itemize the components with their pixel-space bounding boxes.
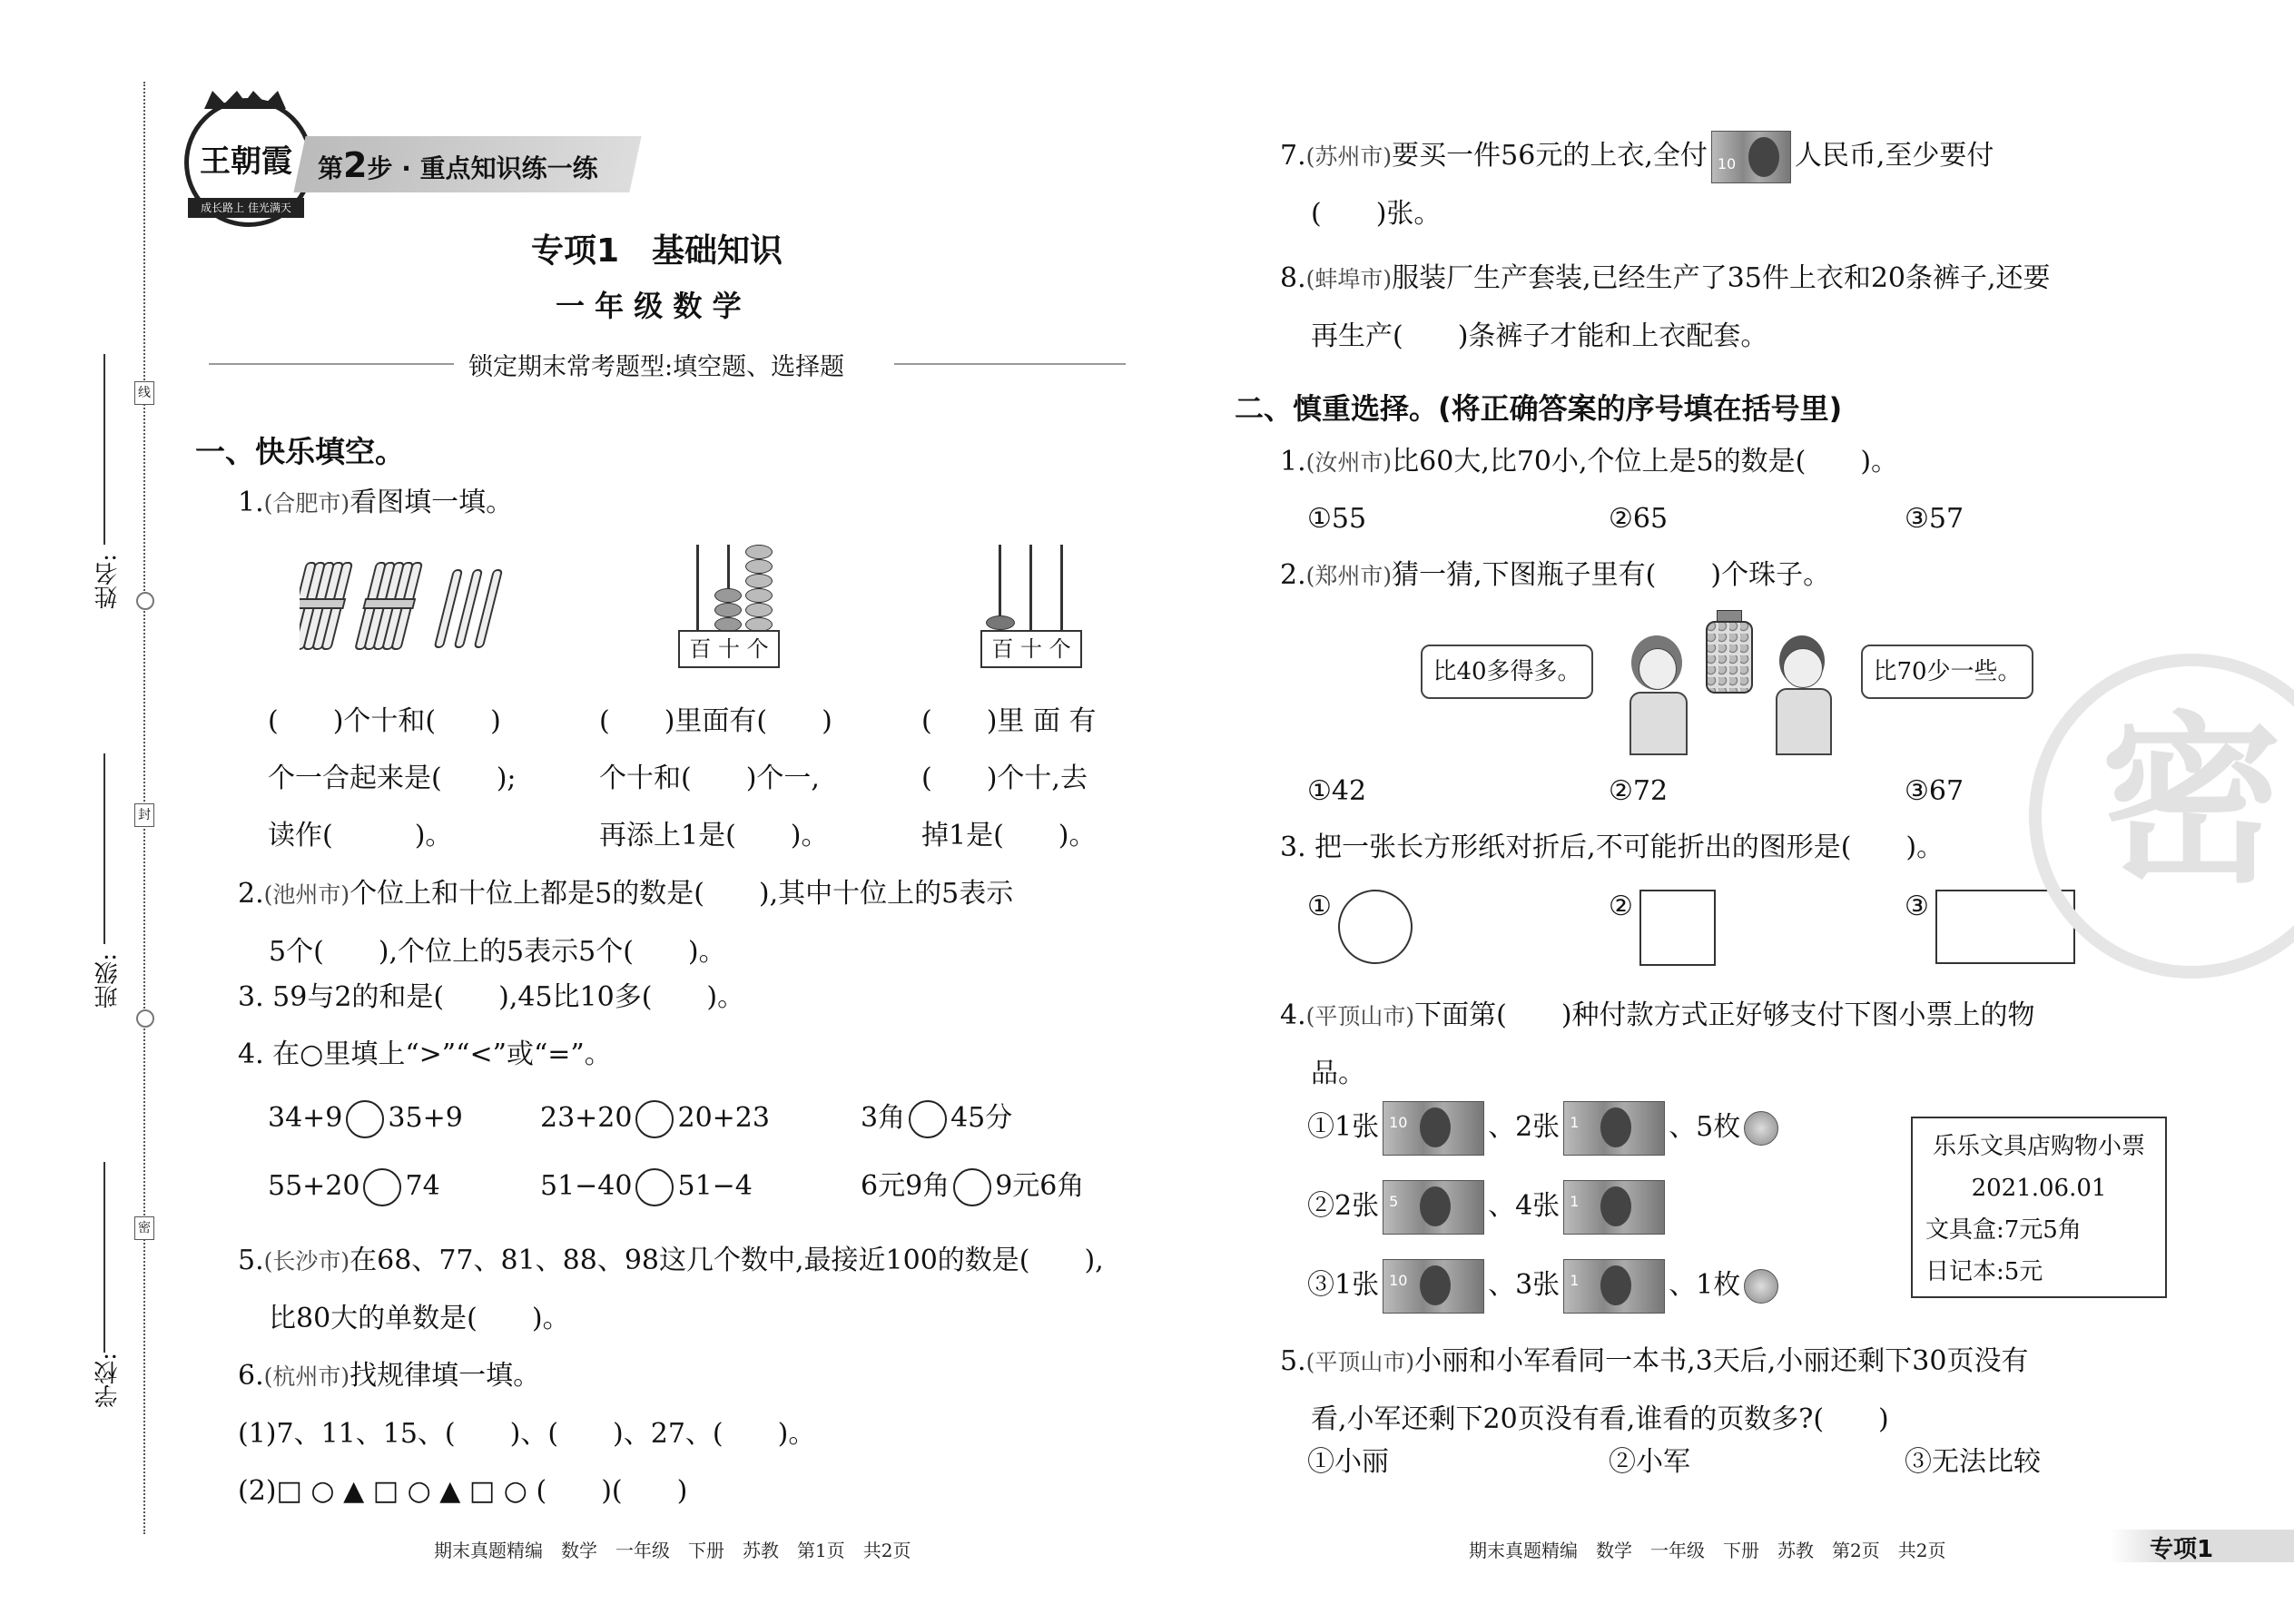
q1-col2: ( )里面有( ) 个十和( )个一, 再添上1是( )。 [599, 705, 832, 851]
stick-bundles-figure [300, 554, 536, 654]
q1-col3: ( )里 面 有 ( )个十,去 掉1是( )。 [921, 705, 1097, 851]
s2-q3: 3. 把一张长方形纸对折后,不可能折出的图形是( )。 [1280, 832, 1944, 863]
q4-compare-row2: 6元9角 9元6角 [861, 1168, 1084, 1206]
s2-q3-opt-a[interactable]: ① [1307, 891, 1332, 922]
page-subtitle: 一 年 级 数 学 [556, 289, 742, 323]
page-title: 专项1 基础知识 [531, 232, 783, 270]
q5: 5.(长沙市)在68、77、81、88、98这几个数中,最接近100的数是( ), 比80大的单数是( )。 [238, 1245, 1104, 1334]
q4-compare-row2: 55+20 74 [268, 1168, 440, 1206]
s2-q4-opt-b[interactable]: ②2张 5 、4张 1 [1307, 1180, 1669, 1235]
bead-jar-icon [1704, 610, 1753, 692]
compare-blank[interactable] [363, 1168, 401, 1206]
receipt-title: 乐乐文具店购物小票 [1932, 1133, 2145, 1160]
abacus-label: 百 十 个 [678, 630, 780, 668]
q2: 2.(池州市)个位上和十位上都是5的数是( ),其中十位上的5表示 5个( ),个位上的5表示5个( )。 [238, 878, 1014, 968]
one-yuan-note-icon: 1 [1563, 1101, 1665, 1156]
boy-figure-icon [1770, 635, 1834, 753]
coin-icon [1744, 1269, 1778, 1304]
s2-q2-opt-c[interactable]: ③67 [1905, 775, 1964, 807]
name-label: 姓名: [94, 554, 122, 609]
abacus-2 [980, 545, 1082, 668]
q3: 3. 59与2的和是( ),45比10多( )。 [238, 981, 745, 1013]
s2-q3-opt-c[interactable]: ③ [1905, 891, 1929, 922]
ten-yuan-note-icon: 10 [1383, 1259, 1484, 1314]
bubble-right: 比70少一些。 [1861, 645, 2033, 699]
q4-compare-row1: 34+9 35+9 [268, 1100, 463, 1138]
q8: 8.(蚌埠市)服装厂生产套装,已经生产了35件上衣和20条裤子,还要 再生产( )条裤子才能和上衣配套。 [1280, 262, 2051, 352]
q1-col1: ( )个十和( ) 个一合起来是( ); 读作( )。 [268, 705, 517, 851]
seal-line-char: 线 [134, 381, 154, 405]
ten-yuan-note-icon: 10 [1711, 131, 1791, 183]
section1-heading: 一、快乐填空。 [195, 434, 405, 469]
receipt-date: 2021.06.01 [1971, 1175, 2107, 1202]
school-line [103, 1162, 105, 1353]
square-shape-icon [1639, 890, 1716, 966]
abacus-beads-ones [745, 545, 773, 632]
q7: 7.(苏州市)要买一件56元的上衣,全付 10 人民币,至少要付 ( )张。 [1280, 127, 1994, 242]
s2-q1-opt-c[interactable]: ③57 [1905, 503, 1964, 535]
one-yuan-note-icon: 1 [1563, 1259, 1665, 1314]
class-label: 班级: [94, 953, 122, 1009]
brand-name: 王朝霞 [200, 143, 292, 180]
compare-blank[interactable] [953, 1168, 991, 1206]
binding-sidebar [82, 82, 163, 1534]
s2-q5-opt-a[interactable]: ①小丽 [1307, 1446, 1389, 1478]
s2-q1-opt-a[interactable]: ①55 [1307, 503, 1367, 535]
topic-rule-left [209, 363, 454, 365]
name-line [103, 354, 105, 545]
abacus-label: 百 十 个 [980, 630, 1082, 668]
school-label: 学校: [94, 1353, 122, 1408]
bubble-left: 比40多得多。 [1421, 645, 1593, 699]
topic-rule-right [894, 363, 1126, 365]
s2-q1-opt-b[interactable]: ②65 [1609, 503, 1669, 535]
abacus-1 [678, 545, 780, 668]
s2-q5: 5.(平顶山市)小丽和小军看同一本书,3天后,小丽还剩下30页没有 看,小军还剩下20页没有看,谁看的页数多?( ) [1280, 1345, 2029, 1435]
seal-secret-char: 密 [134, 1216, 154, 1240]
step-banner-text: 第2步 · 重点知识练一练 [318, 145, 598, 185]
s2-q2: 2.(郑州市)猜一猜,下图瓶子里有( )个珠子。 [1280, 559, 1831, 591]
abacus-bead-hundreds [986, 615, 1015, 630]
footer-tag: 专项1 [2150, 1536, 2214, 1563]
s2-q5-opt-c[interactable]: ③无法比较 [1905, 1446, 2041, 1478]
receipt [1911, 1117, 2167, 1298]
section2-heading: 二、慎重选择。(将正确答案的序号填在括号里) [1235, 391, 1843, 426]
receipt-item: 文具盒:7元5角 [1925, 1216, 2082, 1244]
five-yuan-note-icon: 5 [1383, 1180, 1484, 1235]
s2-q1: 1.(汝州市)比60大,比70小,个位上是5的数是( )。 [1280, 446, 1899, 477]
s2-q4: 4.(平顶山市)下面第( )种付款方式正好够支付下图小票上的物 品。 [1280, 999, 2035, 1089]
q4-compare-row1: 23+20 20+23 [540, 1100, 770, 1138]
abacus-beads-tens [714, 588, 742, 632]
s2-q2-opt-b[interactable]: ②72 [1609, 775, 1669, 807]
q4-compare-row2: 51−40 51−4 [540, 1168, 753, 1206]
footer-right: 期末真题精编 数学 一年级 下册 苏教 第2页 共2页 [1469, 1540, 1946, 1561]
girl-figure-icon [1620, 635, 1693, 753]
brand-logo [177, 91, 313, 227]
receipt-item: 日记本:5元 [1925, 1258, 2043, 1285]
compare-blank[interactable] [635, 1100, 674, 1138]
one-yuan-note-icon: 1 [1563, 1180, 1665, 1235]
coin-icon [1744, 1111, 1778, 1146]
q4: 4. 在○里填上“>”“<”或“=”。 [238, 1038, 612, 1070]
q1: 1.(合肥市)看图填一填。 [238, 487, 514, 518]
footer-left: 期末真题精编 数学 一年级 下册 苏教 第1页 共2页 [434, 1540, 911, 1561]
compare-blank[interactable] [346, 1100, 384, 1138]
q4-compare-row1: 3角 45分 [861, 1100, 1012, 1138]
compare-blank[interactable] [635, 1168, 674, 1206]
s2-q4-opt-a[interactable]: ①1张 10 、2张 1 、5枚 [1307, 1101, 1778, 1156]
q6: 6.(杭州市)找规律填一填。 (1)7、11、15、( )、( )、27、( )。 (2)□ ○ ▲ □ ○ ▲ □ ○ ( )( ) [238, 1360, 816, 1507]
binding-hole-icon [136, 592, 154, 610]
circle-shape-icon [1338, 890, 1413, 964]
seal-seal-char: 封 [134, 803, 154, 827]
s2-q3-opt-b[interactable]: ② [1609, 891, 1633, 922]
ten-yuan-note-icon: 10 [1383, 1101, 1484, 1156]
secret-watermark-icon: 密 [2029, 654, 2294, 979]
topic-line: 锁定期末常考题型:填空题、选择题 [468, 353, 845, 381]
s2-q2-opt-a[interactable]: ①42 [1307, 775, 1367, 807]
binding-hole-icon [136, 1009, 154, 1028]
brand-tagline: 成长路上 佳光满天 [188, 198, 304, 218]
class-line [103, 753, 105, 944]
s2-q4-opt-c[interactable]: ③1张 10 、3张 1 、1枚 [1307, 1259, 1778, 1314]
s2-q5-opt-b[interactable]: ②小军 [1609, 1446, 1690, 1478]
compare-blank[interactable] [909, 1100, 947, 1138]
